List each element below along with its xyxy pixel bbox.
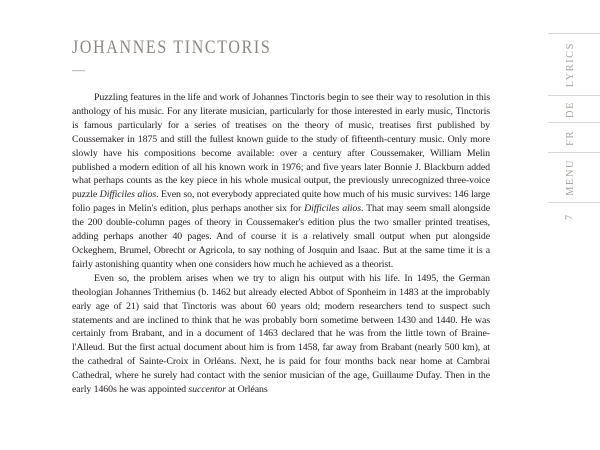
sidebar-item-label: MENU — [564, 159, 576, 196]
sidebar-item-lyrics[interactable] — [548, 33, 600, 95]
title-rule: — — [72, 62, 85, 77]
page-number-row — [548, 202, 600, 232]
sidebar-item-fr[interactable] — [548, 122, 600, 152]
sidebar-item-de[interactable] — [548, 95, 600, 122]
text-segment: Difficiles alios — [99, 189, 157, 201]
sidebar-item-label: DE — [564, 100, 576, 118]
text-segment: Difficiles alios — [304, 203, 361, 215]
page-title: JOHANNES TINCTORIS — [72, 37, 272, 58]
text-segment: . Even so, not everybody appreciated quite how much of his music survives: 146 large folio pages in Melin's edition, plus perhaps another six for — [72, 189, 490, 215]
sidebar-item-label: LYRICS — [564, 41, 576, 88]
text-segment: . That may seem small alongside the 200 double-column pages of theory in Coussemaker's edition plus the two smaller printed treatises, adding perhaps another 40 pages. And of course it is a relatively small output when put alongside Ockeghem, Brumel, Obrecht or Agricola, to say nothing of Josquin and Isaac. But at the same time it is a fairly astonishing quantity when one considers how much he achieved as a theorist. — [72, 203, 490, 270]
article-body — [72, 91, 490, 397]
article-column — [72, 36, 490, 397]
sidebar-item-menu[interactable] — [548, 152, 600, 202]
side-rail — [548, 0, 600, 450]
text-segment: Puzzling features in the life and work of Johannes Tinctoris begin to see their way to resolution in this anthology of his music. For any literate musician, particularly for those interested in early music, Tinctoris is famous particularly for a series of treatises on the theory of music, treatises first published by Coussemaker in 1875 and still the fullest known guide to the study of fifteenth-century music. Only more slowly have his compositions become available: over a century after Coussemaker, William Melin published a modern edition of all his known work in 1976; and five years later Bonnie J. Blackburn added what perhaps counts as the key piece in his whole musical output, the previously unrecognized three-voice puzzle — [72, 92, 490, 201]
text-segment: at Orléans — [225, 384, 268, 396]
paragraph — [72, 91, 490, 272]
paragraph — [72, 272, 490, 397]
sidebar-item-label: FR — [564, 129, 576, 146]
rail-spacer — [548, 0, 600, 33]
text-segment: Even so, the problem arises when we try to align his output with his life. In 1495, the German theologian Johannes Trithemius (b. 1462 but already elected Abbot of Sponheim in 1483 at the improbably early age of 21) said that Tinctoris was about 60 years old; modern researchers tend to suspect such statements and are inclined to think that he was probably born sometime between 1430 and 1440. He was certainly from Brabant, and in a document of 1463 declared that he was from the little town of Braine-l'Alleud. But the first actual document about him is from 1458, far away from Brabant (nearly 500 km), at the cathedral of Sainte-Croix in Orléans. Next, he is paid for four months back near home at Cambrai Cathedral, where he surely had contact with the senior musician of the age, Guillaume Dufay. Then in the early 1460s he was appointed — [72, 272, 490, 396]
page-number: 7 — [565, 215, 575, 220]
text-segment: succentor — [188, 384, 226, 396]
